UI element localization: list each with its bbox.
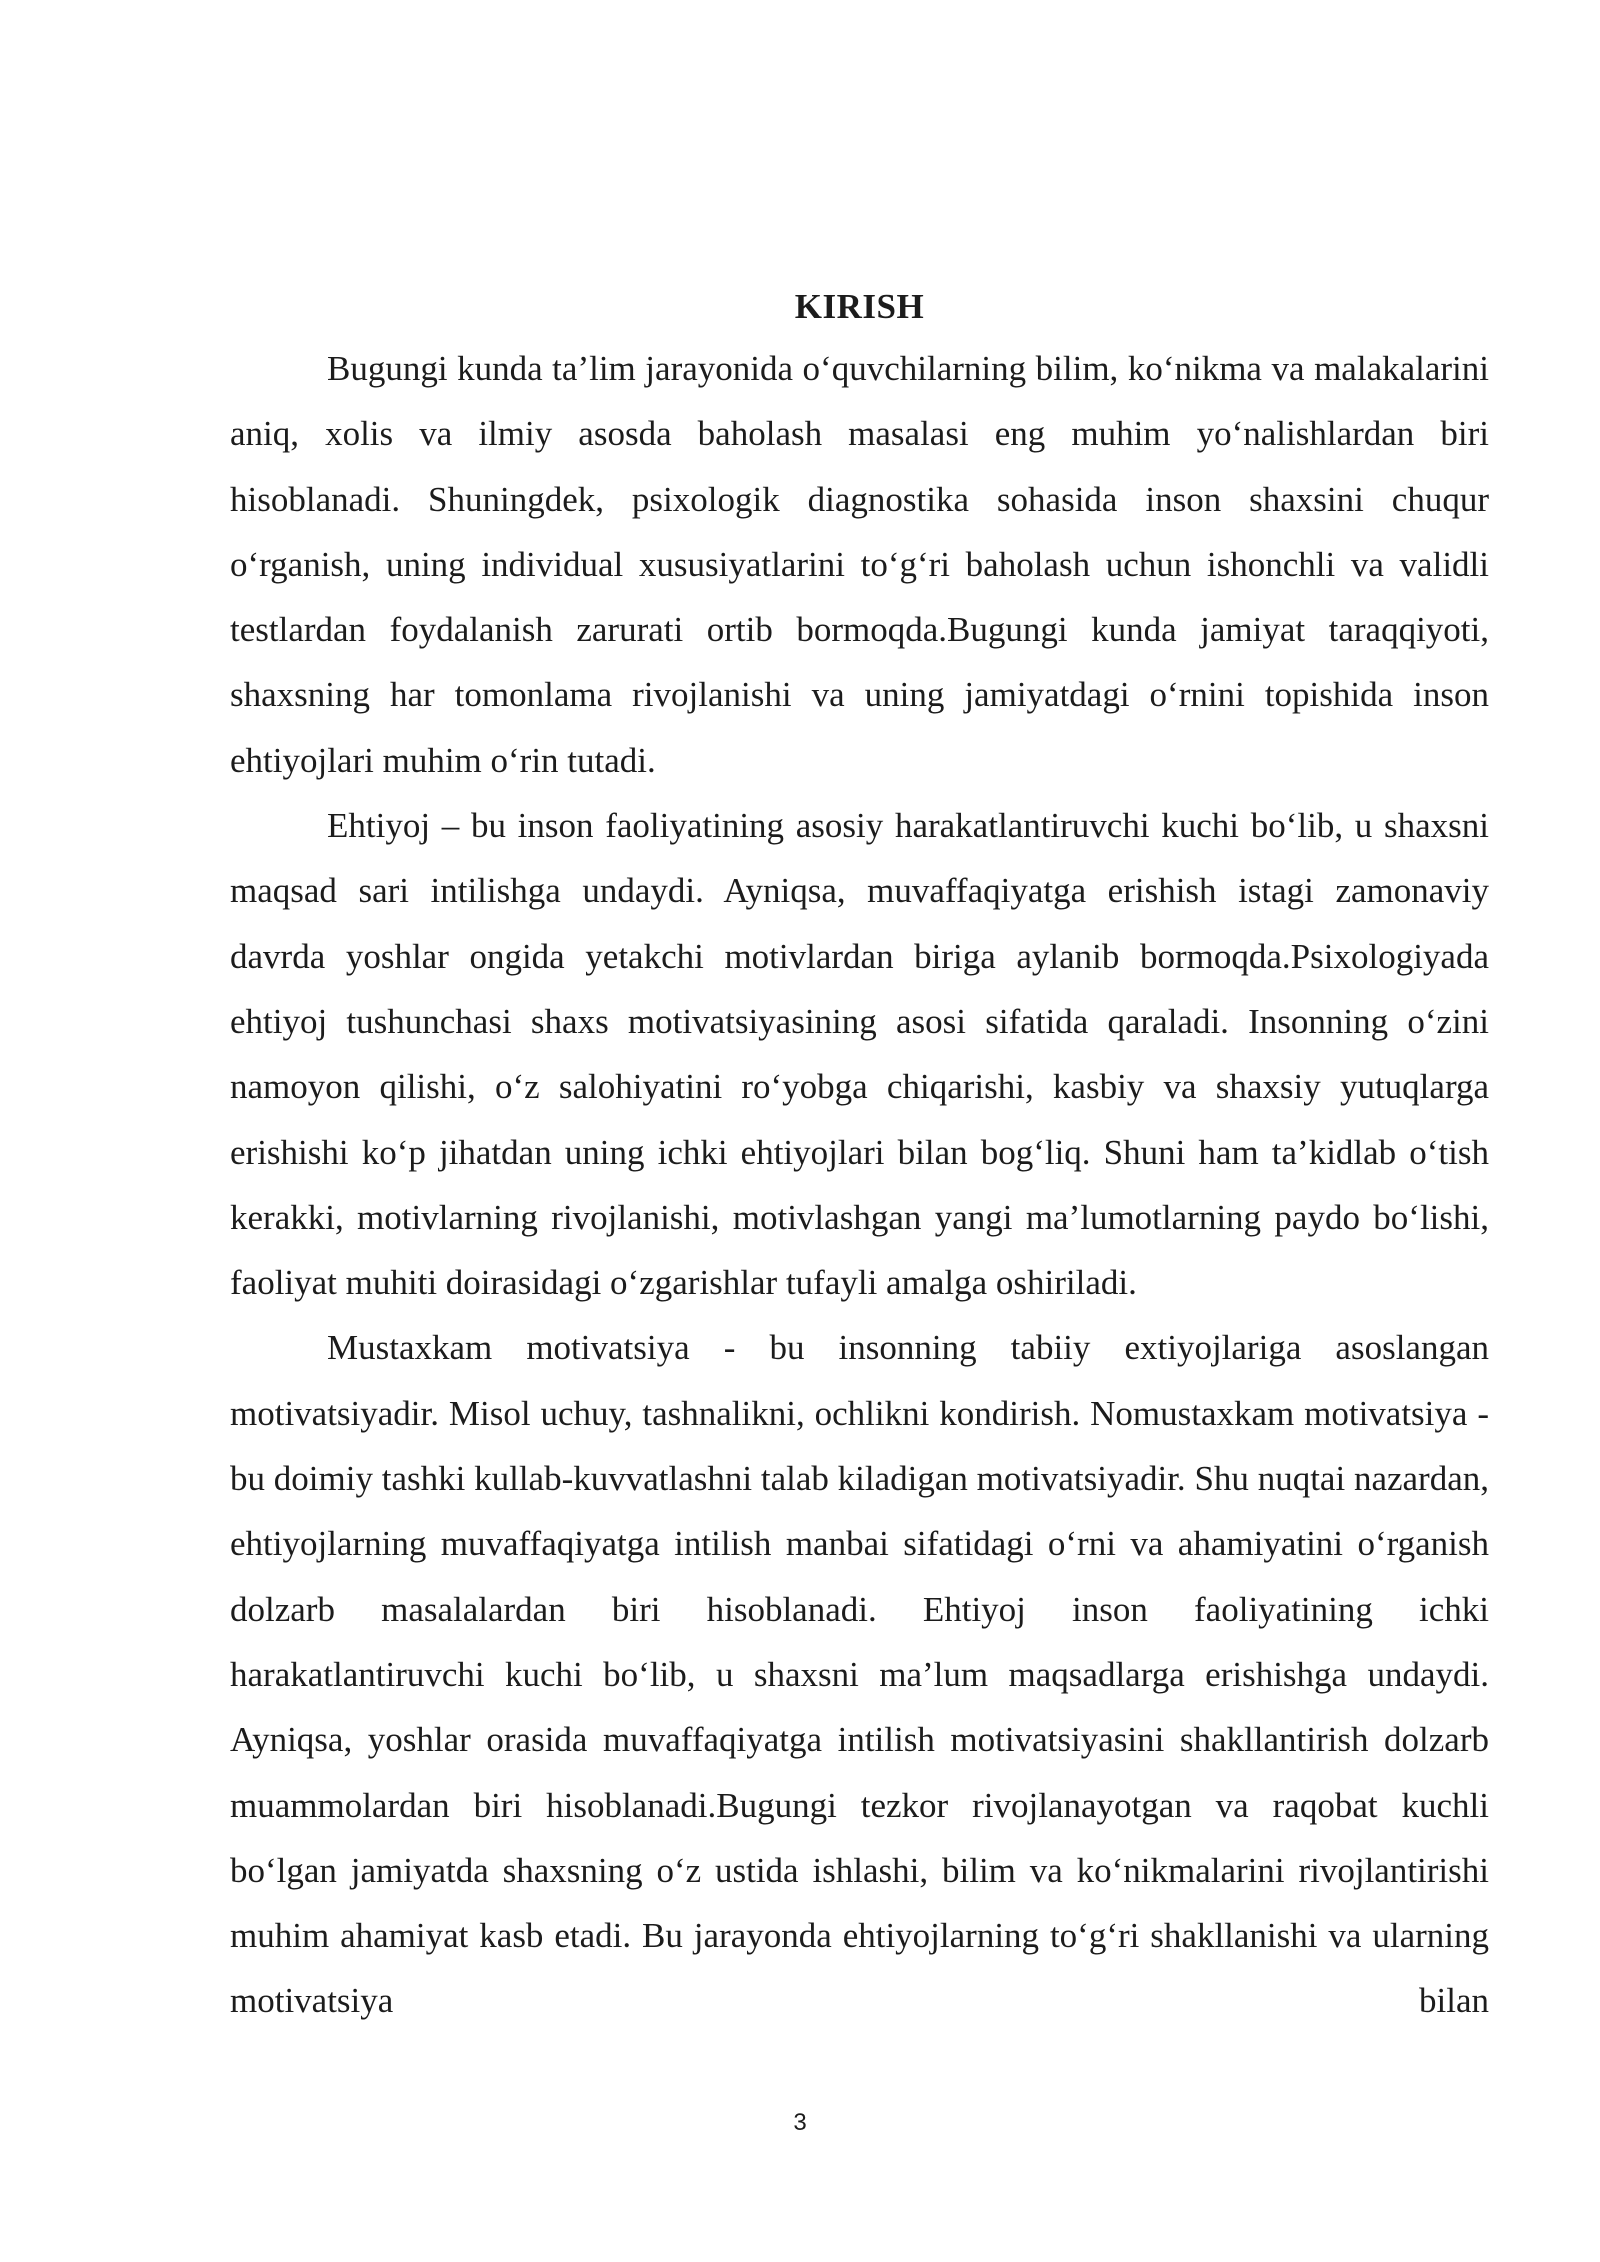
text-body — [230, 278, 1489, 2034]
paragraph-3: Mustaxkam motivatsiya - bu insonning tabiiy extiyojlariga asoslangan motivatsiyadir. Misol uchuy, tashnalikni, ochlikni kondirish. Nomustaxkam motivatsiya - bu doimiy tashki kullab-kuvvatlashni talab kiladigan motivatsiyadir. Shu nuqtai nazardan, ehtiyojlarning muvaffaqiyatga intilish manbai sifatidagi o‘rni va ahamiyatini o‘rganish dolzarb masalalardan biri hisoblanadi. Ehtiyoj inson faoliyatining ichki harakatlantiruvchi kuchi bo‘lib, u shaxsni ma’lum maqsadlarga erishishga undaydi. Ayniqsa, yoshlar orasida muvaffaqiyatga intilish motivatsiyasini shakllantirish dolzarb muammolardan biri hisoblanadi.Bugungi tezkor rivojlanayotgan va raqobat kuchli bo‘lgan jamiyatda shaxsning o‘z ustida ishlashi, bilim va ko‘nikmalarini rivojlantirishi muhim ahamiyat kasb etadi. Bu jarayonda ehtiyojlarning to‘g‘ri shakllanishi va ularning motivatsiya bilan — [230, 1328, 1489, 2021]
paragraph-1: Bugungi kunda ta’lim jarayonida o‘quvchilarning bilim, ko‘nikma va malakalarini aniq, xolis va ilmiy asosda baholash masalasi eng muhim yo‘nalishlardan biri hisoblanadi. Shuningdek, psixologik diagnostika sohasida inson shaxsini chuqur o‘rganish, uning individual xususiyatlarini to‘g‘ri baholash uchun ishonchli va validli testlardan foydalanish zarurati ortib bormoqda.Bugungi kunda jamiyat taraqqiyoti, shaxsning har tomonlama rivojlanishi va uning jamiyatdagi o‘rnini topishida inson ehtiyojlari muhim o‘rin tutadi. — [230, 349, 1489, 780]
page-number: 3 — [793, 2109, 807, 2136]
section-heading: KIRISH — [794, 287, 925, 326]
paragraph-2: Ehtiyoj – bu inson faoliyatining asosiy harakatlantiruvchi kuchi bo‘lib, u shaxsni maqsad sari intilishga undaydi. Ayniqsa, muvaffaqiyatga erishish istagi zamonaviy davrda yoshlar ongida yetakchi motivlardan biriga aylanib bormoqda.Psixologiyada ehtiyoj tushunchasi shaxs motivatsiyasining asosi sifatida qaraladi. Insonning o‘zini namoyon qilishi, o‘z salohiyatini ro‘yobga chiqarishi, kasbiy va shaxsiy yutuqlarga erishishi ko‘p jihatdan uning ichki ehtiyojlari bilan bog‘liq. Shuni ham ta’kidlab o‘tish kerakki, motivlarning rivojlanishi, motivlashgan yangi ma’lumotlarning paydo bo‘lishi, faoliyat muhiti doirasidagi o‘zgarishlar tufayli amalga oshiriladi. — [230, 806, 1489, 1303]
